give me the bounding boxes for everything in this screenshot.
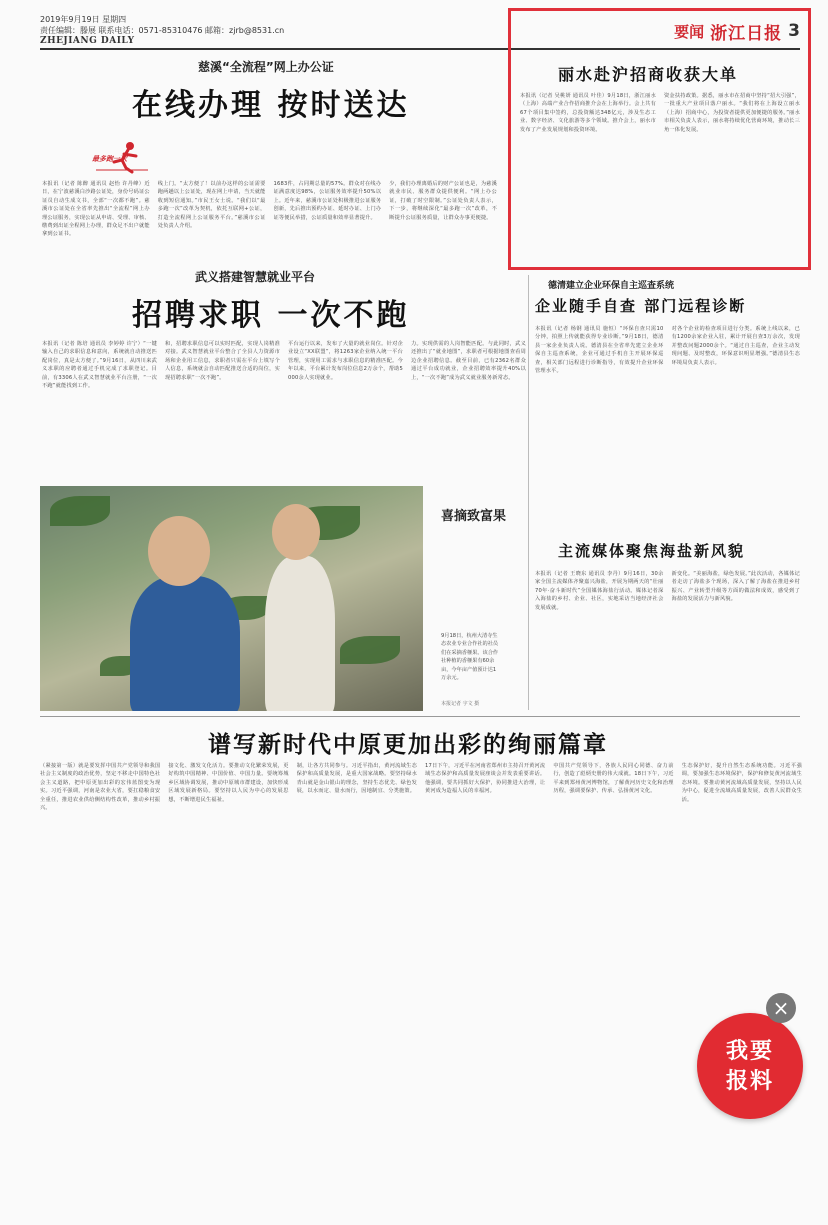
close-icon[interactable]: × bbox=[766, 993, 796, 1023]
report-button-line2: 报料 bbox=[725, 1068, 774, 1094]
column-rule bbox=[528, 275, 529, 710]
photo-credit: 本报记者 宇文 摄 bbox=[441, 701, 480, 707]
section-rule bbox=[40, 716, 800, 717]
report-button-line1: 我要 bbox=[725, 1038, 774, 1064]
bottom-body-col: （紧接第一版）就是要发挥中国共产党领导和我国社会主义制度的政治优势，坚定不移走中国特色社会主义道路，把中原更加出彩的宏伟蓝图变为现实。习近平强调，河南是农业大省，要扛稳粮食安全重任，推进农业供给侧结构性改革，推动乡村振兴。 bbox=[40, 763, 161, 812]
issue-date: 2019年9月19日 星期四 bbox=[40, 15, 127, 24]
right1-body-col: 资金扶持政策。据悉，丽水市在招商中坚持“招大引强”，一批重大产业项目落户丽水。“我们将在上海设立丽水（上海）招商中心，为投资者提供更加便捷的服务。”丽水市相关负责人表示，丽水将持续优化营商环境，推动长三角一体化发展。 bbox=[664, 93, 800, 133]
highlight-box bbox=[508, 8, 811, 270]
article1-body bbox=[42, 180, 497, 255]
page-number: 3 bbox=[788, 21, 800, 41]
article1-body-col: 本报讯（记者 陈醉 通讯员 赵怡 许丹峰）近日，在宁波慈溪白沙路公证处，身份号码证公证员自动生成文书，全部“一次都不跑”。慈溪市公证处在全省率先推出“全流程”网上办理公证服务，实现公证从申请、受理、审核、缴费到出证全程网上办理，群众足不出户就能拿到公证书。 bbox=[42, 181, 150, 238]
right1-body-col: 本报讯（记者 吴桃妍 通讯员 叶佳）9月18日，浙江丽水（上海）高端产业合作招商推介会在上海举行。会上共有67个项目集中签约，总投资额达348亿元，涉及生态工业、数字经济、文化旅游等多个领域。推介会上，丽水市发布了产业发展规划和投资环境。 bbox=[520, 93, 656, 133]
article1-body-col: 1683件，占同期总量的57%。群众对在线办证满意度达98%，公证服务效率提升50%以上。近年来，慈溪市公证处积极推进公证服务创新，先后推出预约办证、延时办证、上门办证等便民举措，公证质量和效率显著提升。 bbox=[273, 181, 382, 221]
bottom-body-col: 17日下午，习近平在河南省郑州市主持召开黄河流域生态保护和高质量发展座谈会并发表重要讲话。他强调，要共同抓好大保护，协同推进大治理，让黄河成为造福人民的幸福河。 bbox=[424, 763, 546, 795]
news-photo bbox=[40, 486, 423, 711]
article2-body bbox=[42, 340, 526, 468]
zuiduo-paoyici-logo bbox=[92, 140, 152, 176]
article2-headline: 招聘求职 一次不跑 bbox=[132, 298, 410, 333]
right2-body-col: 本报讯（记者 杨钢 通讯员 施恒）“环保自查只需10分钟，拍照上传就能获得专业诊断。”9月18日，德清县一家企业负责人说。德清县在全省率先建立企业环保自主巡查系统，企业可通过手机自主开展环保巡查，相关部门远程进行诊断指导，有效提升企业环保管理水平。 bbox=[535, 326, 664, 375]
article2-kicker: 武义搭建智慧就业平台 bbox=[195, 270, 316, 284]
right2-body bbox=[535, 325, 800, 530]
masthead-info bbox=[40, 14, 284, 47]
article1-kicker: 慈溪“全流程”网上办公证 bbox=[198, 60, 334, 74]
article1-body-col: 少，我们办理离婚后的财产公证也是，为慈溪就业市民、服务群众提供便利。“网上办公证，打破了时空限制。”公证处负责人表示，下一步，将继续深化“最多跑一次”改革，不断提升公证服务质量，让群众办事更便捷。 bbox=[389, 181, 497, 221]
logo-label: 最多跑一次 bbox=[92, 155, 127, 163]
article1-headline: 在线办理 按时送达 bbox=[132, 88, 410, 123]
right3-body-col: 新变化。“美丽海盐，绿色发展。”此次活动，各媒体记者走访了海盐多个现场，深入了解了海盐在推进乡村振兴、产业转型升级等方面的做法和成效，感受到了海盐的发展活力与新风貌。 bbox=[671, 571, 800, 603]
report-news-button[interactable] bbox=[697, 1013, 803, 1119]
editor-line: 责任编辑：滕展 联系电话：0571-85310476 邮箱：zjrb@8531.cn bbox=[40, 26, 285, 35]
bottom-body-col: 中国共产党领导下，各族人民同心同德、奋力前行，创造了彪炳史册的伟大成就。18日下午，习近平来到郑州黄河博物馆，了解黄河历史文化和治理历程，强调要保护、传承、弘扬黄河文化。 bbox=[553, 763, 674, 795]
bottom-body-col: 生态保护好，提升自然生态系统功能。习近平强调，要加强生态环境保护，保护和修复黄河流域生态环境。要推动黄河流域高质量发展，坚持以人民为中心，促进全流域高质量发展，改善人民群众生活。 bbox=[681, 763, 802, 803]
article2-body-col: 力。实现供需的人岗智能匹配。与此同时，武义还推出了“就业地图”，求职者可根据地图查看周边企业招聘信息。截至目前，已有2362名群众通过平台成功就业，企业招聘效率提升40%以上，“一次不跑”成为武义就业服务新常态。 bbox=[411, 341, 526, 381]
article2-body-col: 本报讯（记者 陈培 通讯员 李婷婷 许宁）“一键输入自己的求职信息和意向，系统就自动推送匹配岗位，真是太方便了。”9月16日，从四川来武义求职的应聘者通过手机完成了求职登记。目前，有3306人在武义智慧就业平台注册，“一次不跑”就能找到工作。 bbox=[42, 341, 157, 390]
right3-body bbox=[535, 570, 800, 708]
bottom-body bbox=[40, 762, 802, 1212]
paper-logo: 浙江日报 bbox=[710, 23, 783, 44]
bottom-body-col: 接文化、激发文化活力。要推动文化繁荣发展，更好构筑中国精神、中国价值、中国力量。要统筹城乡区域协调发展，推动中原城市群建设，加快形成区域发展新格局。要坚持以人民为中心的发展思想，不断增进民生福祉。 bbox=[168, 763, 289, 803]
photo-caption: 9月18日，杭州大清寺生态农业专业合作社的社员们在采摘香榧果。该合作社种植的香榧果有60余亩，今年亩产值预计达1万余元。 bbox=[441, 633, 499, 682]
article2-body-col: 平台运行以来，发布了大量的就业岗位。针对企业设立“XX联盟”，将1263家企业纳入统一平台管理，实现用工需求与求职信息的精准匹配。今年以来，平台累计发布岗位信息2万余个，帮助5000余人实现就业。 bbox=[288, 341, 403, 381]
article1-body-col: 线上门。“太方便了！以前办这样的公证需要跑两趟以上公证处，现在网上申请，当天就能收到短信通知。”市民王女士说。“我们以“最多跑一次”改革为契机，依托互联网+公证，打造全流程网上公证服务平台。”慈溪市公证处负责人介绍。 bbox=[157, 181, 266, 230]
right2-headline: 企业随手自查 部门远程诊断 bbox=[535, 297, 747, 315]
right2-body-col: 对各个企业的检查项目进行分类。系统上线以来，已有1200余家企业入驻，累计开展自查3万余次，发现并整改问题2000余个。“通过自主巡查，企业主动发现问题、及时整改，环保意识明显增强。”德清县生态环境局负责人表示。 bbox=[671, 326, 800, 366]
photo-title: 喜摘致富果 bbox=[441, 509, 507, 524]
section-label: 要闻 bbox=[674, 22, 705, 41]
right1-headline: 丽水赴沪招商收获大单 bbox=[558, 65, 739, 84]
bottom-body-col: 制，让各方共同参与。习近平指出，黄河流域生态保护和高质量发展，是重大国家战略。要坚持绿水青山就是金山银山的理念，坚持生态优先、绿色发展，以水而定、量水而行，因地制宜、分类施策。 bbox=[296, 763, 417, 795]
right3-headline: 主流媒体聚焦海盐新风貌 bbox=[558, 542, 746, 560]
right2-subhead: 德清建立企业环保自主巡查系统 bbox=[548, 281, 675, 291]
bottom-headline: 谱写新时代中原更加出彩的绚丽篇章 bbox=[208, 731, 608, 758]
paper-english-name: ZHEJIANG DAILY bbox=[40, 36, 135, 46]
article2-body-col: 和，招聘求职信息可以实时匹配，实现人岗精准对接。武义智慧就业平台整合了全县人力资源市场和企业用工信息，求职者只需在平台上填写个人信息，系统就会自动匹配推送合适的岗位，实现招聘求职“一次不跑”。 bbox=[165, 341, 280, 381]
right3-body-col: 本报讯（记者 王晓东 通讯员 李丹）9月16日，30余家全国主流媒体齐聚嘉兴海盐，开展为期两天的“壮丽70年·奋斗新时代”全国媒体海盐行活动。媒体记者深入海盐的乡村、企业、社区，实地采访当地经济社会发展成就。 bbox=[535, 571, 664, 611]
